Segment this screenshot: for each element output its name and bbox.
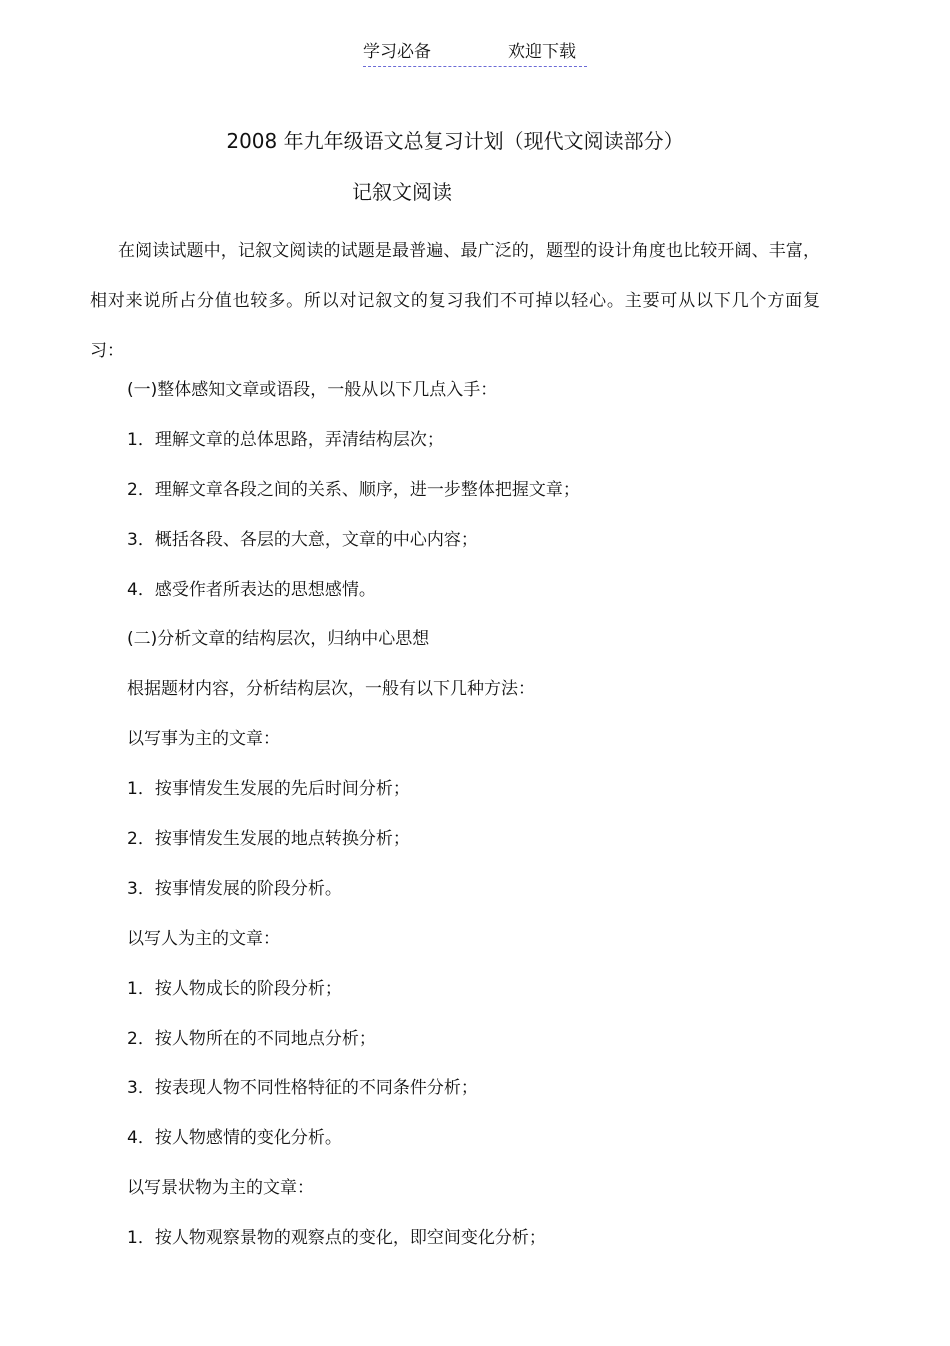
- body-line: 1．按人物成长的阶段分析；: [127, 978, 342, 999]
- document-title: 2008 年九年级语文总复习计划（现代文阅读部分）: [226, 129, 684, 153]
- body-line: 以写景状物为主的文章：: [127, 1178, 314, 1199]
- body-lines: [127, 366, 580, 1264]
- body-line: 2．理解文章各段之间的关系、顺序，进一步整体把握文章；: [127, 479, 580, 500]
- body-line: 以写事为主的文章：: [127, 729, 280, 750]
- body-line: 1．按人物观察景物的观察点的变化，即空间变化分析；: [127, 1228, 546, 1249]
- body-line: 4．按人物感情的变化分析。: [127, 1128, 342, 1149]
- body-line: 3．按表现人物不同性格特征的不同条件分析；: [127, 1078, 478, 1099]
- page-header: [363, 38, 587, 67]
- header-right-text: 欢迎下载: [508, 42, 576, 62]
- section-subtitle: 记叙文阅读: [352, 180, 452, 204]
- body-line: 2．按人物所在的不同地点分析；: [127, 1028, 376, 1049]
- body-line: 根据题材内容，分析结构层次，一般有以下几种方法：: [127, 679, 535, 700]
- body-line: (一)整体感知文章或语段，一般从以下几点入手：: [127, 380, 498, 400]
- body-line: (二)分析文章的结构层次，归纳中心思想: [127, 629, 430, 650]
- body-line: 以写人为主的文章：: [127, 928, 280, 949]
- header-left-text: 学习必备: [363, 42, 431, 62]
- body-line: 1．按事情发生发展的先后时间分析；: [127, 779, 410, 800]
- body-line: 3．概括各段、各层的大意，文章的中心内容；: [127, 529, 478, 550]
- body-line: 1．理解文章的总体思路，弄清结构层次；: [127, 429, 444, 450]
- intro-paragraph: 在阅读试题中，记叙文阅读的试题是最普遍、最广泛的，题型的设计角度也比较开阔、丰富，相对来说所占分值也较多。所以对记叙文的复习我们不可掉以轻心。主要可从以下几个方面复习：: [90, 241, 820, 361]
- body-line: 3．按事情发展的阶段分析。: [127, 878, 342, 899]
- body-line: 2．按事情发生发展的地点转换分析；: [127, 829, 410, 850]
- body-line: 4．感受作者所表达的思想感情。: [127, 579, 376, 600]
